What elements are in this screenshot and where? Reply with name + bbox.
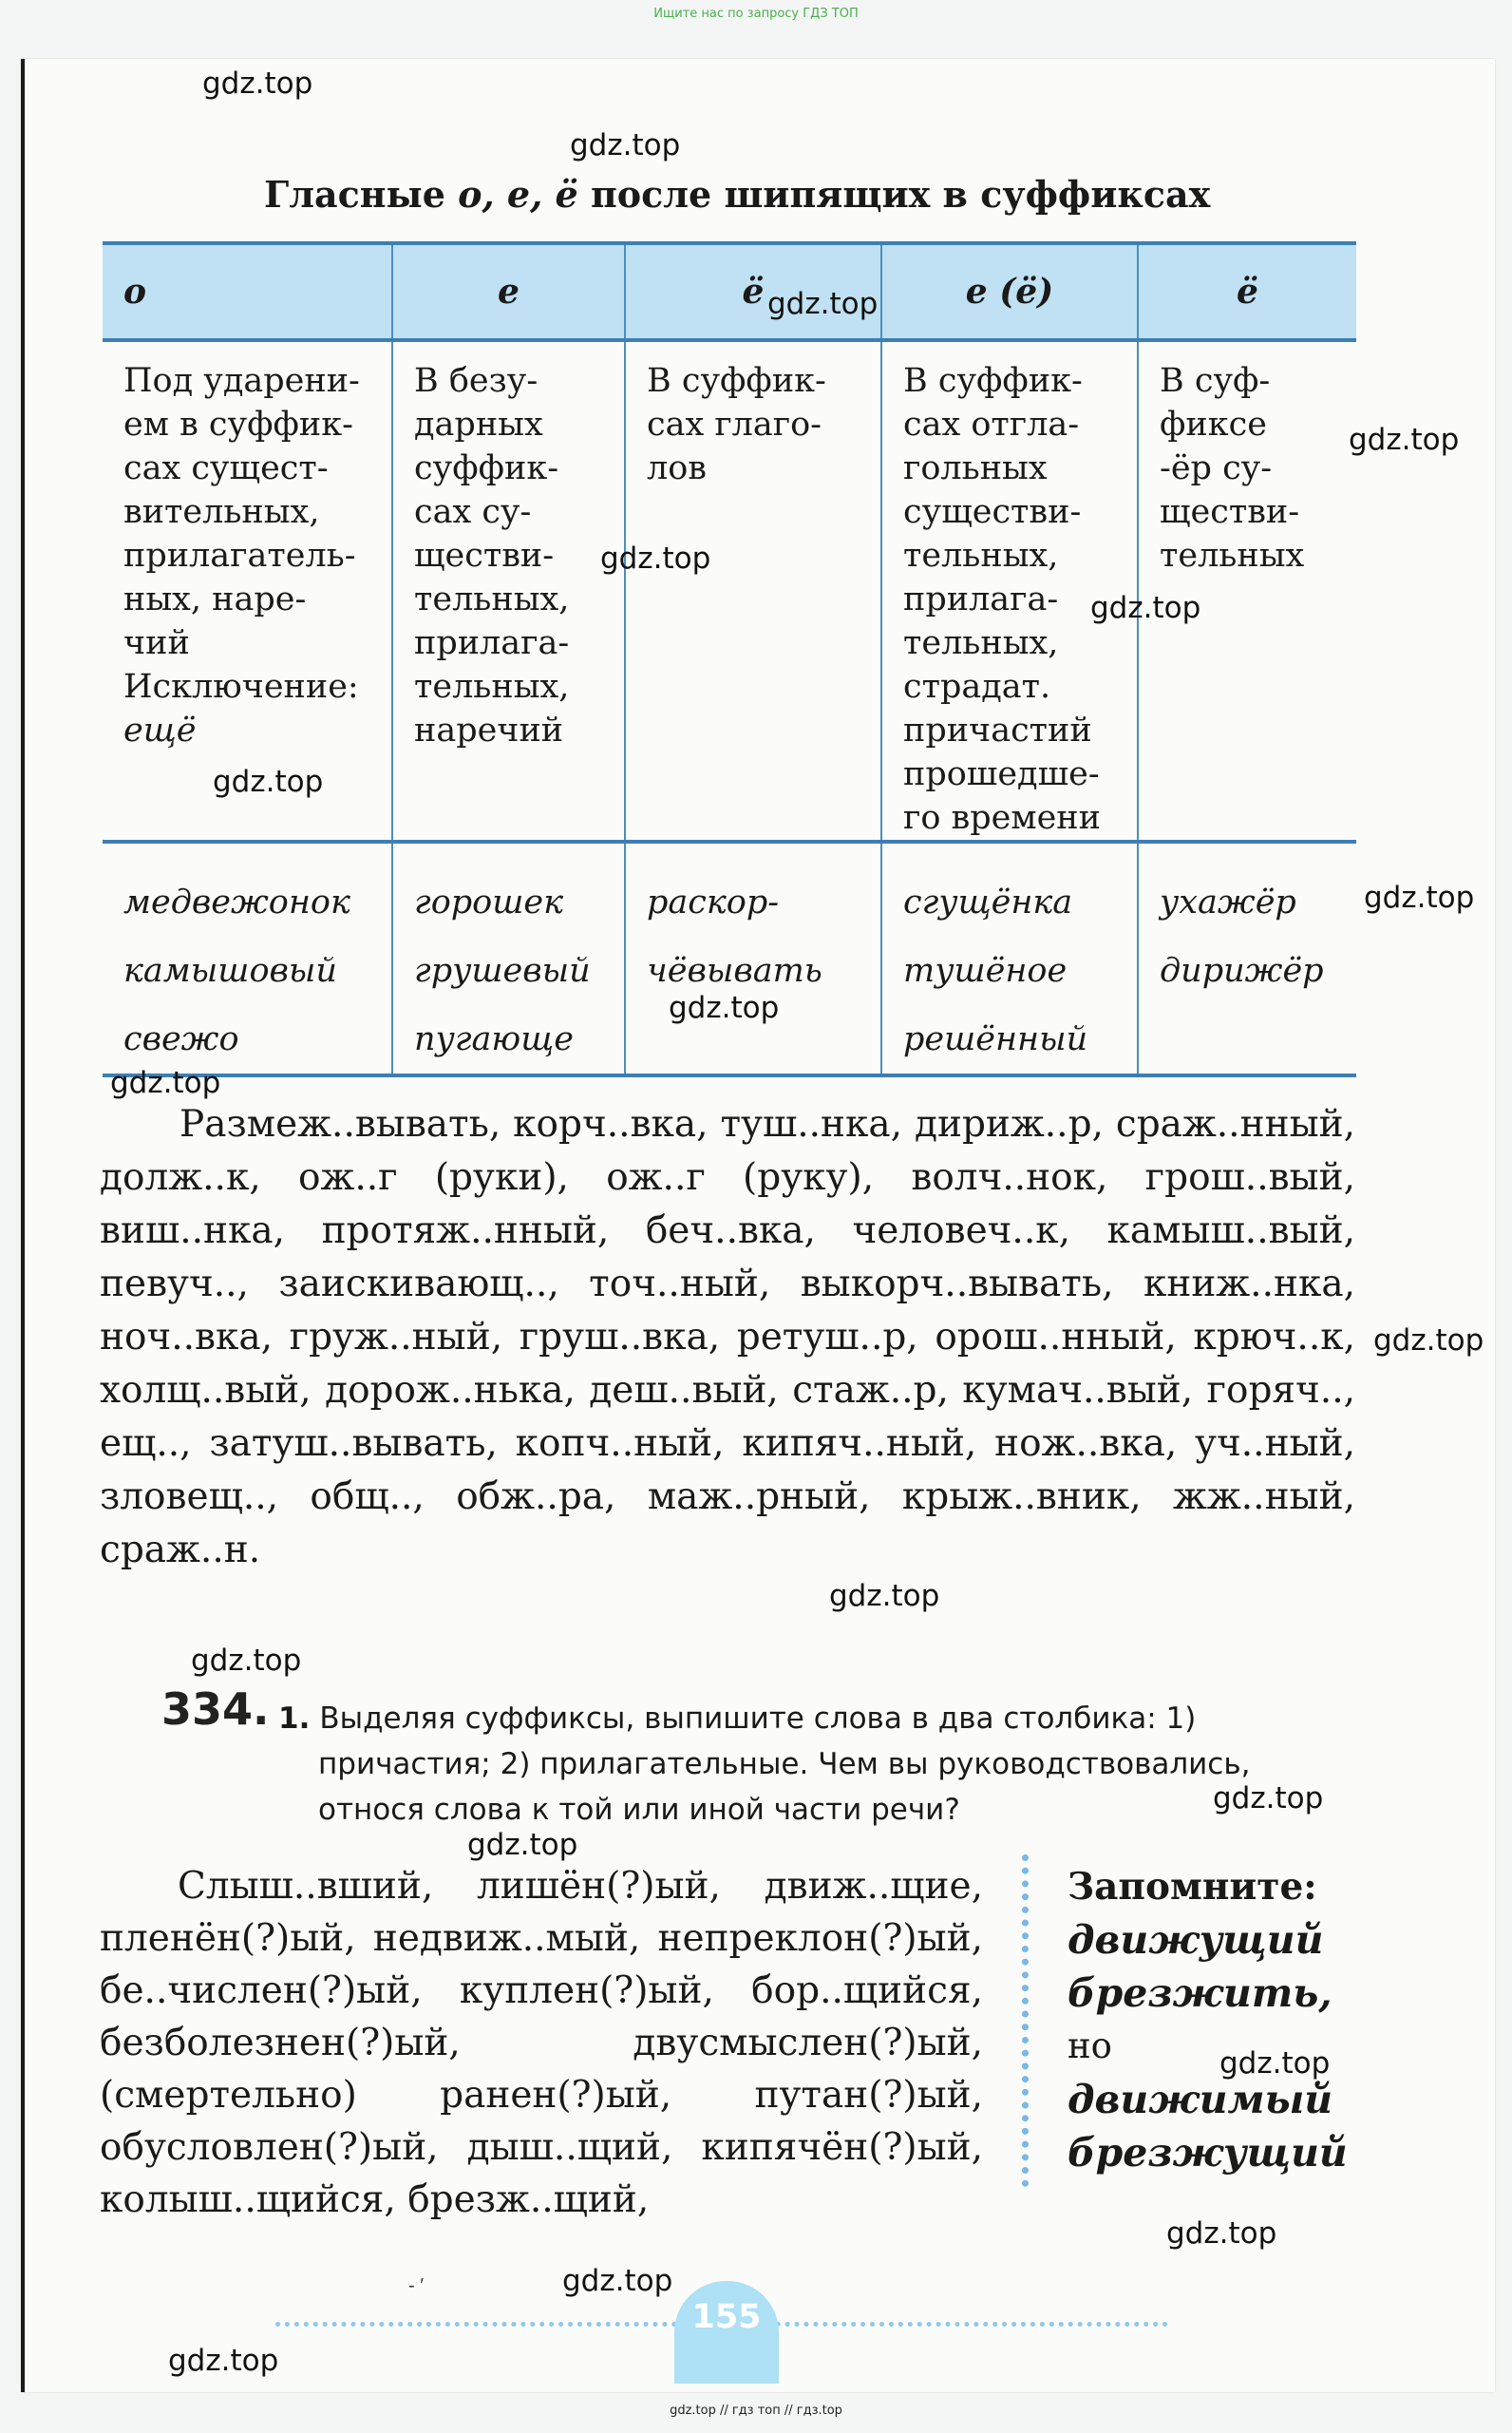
exception: Исключение: ещё xyxy=(123,668,359,750)
rule-line: прилага- xyxy=(903,580,1059,618)
examples-row xyxy=(103,842,1356,1075)
watermark: gdz.top xyxy=(1219,2046,1331,2081)
rule-line: гольных xyxy=(903,449,1048,487)
vowels-rules-table xyxy=(103,241,1356,1077)
rule-line: сах отгла- xyxy=(903,406,1080,444)
rule-line: существи- xyxy=(903,493,1082,531)
rule-line: В суффик- xyxy=(903,362,1083,400)
example-word: раскор- xyxy=(647,884,780,922)
rule-text xyxy=(414,359,613,752)
watermark: gdz.top xyxy=(110,1066,221,1100)
rule-line: ем в суффик- xyxy=(123,406,353,444)
table-title: Гласные о, е, ё после шипящих в суффиксах xyxy=(264,173,1211,216)
watermark: gdz.top xyxy=(600,542,711,576)
example-word: грушевый xyxy=(414,952,591,990)
watermark: gdz.top xyxy=(669,991,780,1025)
rule-line: ных, наре- xyxy=(123,580,307,618)
remember-box xyxy=(1068,1860,1348,2179)
example-words xyxy=(414,868,613,1074)
rule-cell xyxy=(392,340,625,842)
rule-line: Под ударени- xyxy=(123,362,360,400)
example-cell xyxy=(392,842,625,1075)
watermark: gdz.top xyxy=(562,2264,673,2298)
example-word: тушёное xyxy=(903,952,1068,990)
example-cell xyxy=(1138,842,1356,1075)
remember-word: движущий xyxy=(1068,1917,1324,1963)
watermark: gdz.top xyxy=(829,1579,940,1613)
remember-word: брезжущий xyxy=(1068,2130,1348,2176)
watermark: gdz.top xyxy=(1166,2216,1277,2251)
rule-line: страдат. xyxy=(903,668,1051,706)
example-word: горошек xyxy=(414,884,564,922)
exercise-334-text: Слыш..вший, лишён(?)ый, движ..щие, пленён(?)ый, недвиж..мый, непреклон(?)ый, бе..числен(?)ый, куплен(?)ый, бор..щийся, безболезнен(?)ый, двусмыслен(?)ый, (смертельно) ранен(?)ый, путан(?)ый, обусловлен(?)ый, дыш..щий, кипячён(?)ый, колыш..щийся, брезж..щий, xyxy=(100,1865,983,2221)
watermark: gdz.top xyxy=(1090,591,1201,625)
rule-line: наречий xyxy=(414,712,564,750)
top-banner: Ищите нас по запросу ГДЗ ТОП xyxy=(653,7,859,21)
example-cell xyxy=(103,842,392,1075)
header-cell: ё xyxy=(1138,243,1356,340)
exercise-333-text: Размеж..вывать, корч..вка, туш..нка, дириж..р, сраж..нный, долж..к, ож..г (руки), ож..г (руку), волч..нок, грош..вый, виш..нка, протяж..нный, беч..вка, человеч..к, камыш..вый, певуч.., заискивающ.., точ..ный, выкорч..вывать, книж..нка, ноч..вка, груж..ный, груш..вка, ретуш..р, орош..нный, крюч..к, холщ..вый, дорож..нька, деш..вый, стаж..р, кумач..вый, горяч.., ещ.., затуш..вывать, копч..ный, кипяч..ный, нож..вка, уч..ный, зловещ.., общ.., обж..ра, маж..рный, крыж..вник, жж..ный, сраж..н. xyxy=(100,1103,1355,1571)
rule-line: -ёр су- xyxy=(1160,449,1273,487)
example-cell xyxy=(625,842,881,1075)
watermark: gdz.top xyxy=(191,1644,302,1678)
header-cell: ё xyxy=(625,243,881,340)
dotted-divider xyxy=(1022,1854,1029,2187)
rule-cell xyxy=(625,340,881,842)
watermark: gdz.top xyxy=(213,765,324,799)
remember-heading: Запомните: xyxy=(1068,1865,1317,1909)
exercise-number: 334. xyxy=(161,1683,270,1735)
watermark: gdz.top xyxy=(1364,881,1475,915)
stray-mark: - ′ xyxy=(408,2275,424,2296)
example-word: решённый xyxy=(903,1020,1088,1058)
watermark: gdz.top xyxy=(1349,423,1460,457)
page-number: 155 xyxy=(674,2281,779,2384)
example-word: дирижёр xyxy=(1160,952,1324,990)
rule-line: суффик- xyxy=(414,449,559,487)
watermark: gdz.top xyxy=(202,67,313,101)
rule-line: дарных xyxy=(414,406,543,444)
remember-but: но xyxy=(1068,2025,1112,2066)
remember-word: движимый xyxy=(1068,2077,1333,2122)
footer-links: gdz.top // гдз топ // гдз.top xyxy=(670,2404,842,2418)
exercise-task: 1. Выделяя суффиксы, выпишите слова в два столбика: 1) причастия; 2) прилагательные. Чем вы руководствовались, относя слова к той или иной части речи? xyxy=(278,1701,1251,1827)
header-cell: е (ё) xyxy=(881,243,1138,340)
watermark: gdz.top xyxy=(570,128,681,162)
header-cell: о xyxy=(103,243,392,340)
example-words xyxy=(123,868,380,1074)
rule-line: прилагатель- xyxy=(123,537,356,575)
rule-line: В безу- xyxy=(414,362,539,400)
example-word: медвежонок xyxy=(123,884,350,922)
rule-line: ществи- xyxy=(414,537,555,575)
rule-text xyxy=(1160,359,1345,578)
rule-line: вительных, xyxy=(123,493,320,531)
rule-line: В суффик- xyxy=(647,362,826,400)
rule-text xyxy=(123,359,380,665)
watermark: gdz.top xyxy=(1373,1323,1484,1358)
table-header-row xyxy=(103,243,1356,340)
rule-line: лов xyxy=(647,449,708,487)
example-cell xyxy=(881,842,1138,1075)
example-word: сгущёнка xyxy=(903,884,1073,922)
rule-line: прилага- xyxy=(414,624,570,662)
watermark: gdz.top xyxy=(168,2344,279,2378)
example-words xyxy=(903,868,1125,1074)
rule-line: В суф- xyxy=(1160,362,1271,400)
rule-line: чий xyxy=(123,624,190,662)
rule-line: фиксе xyxy=(1160,406,1267,444)
example-word: камышовый xyxy=(123,952,337,990)
rule-line: прошедше- xyxy=(903,755,1100,793)
rule-line: причастий xyxy=(903,712,1092,750)
rule-line: сах глаго- xyxy=(647,406,822,444)
rule-line: ществи- xyxy=(1160,493,1300,531)
rule-line: тельных, xyxy=(903,624,1059,662)
watermark: gdz.top xyxy=(467,1828,578,1862)
rule-line: сах су- xyxy=(414,493,532,531)
rule-line: тельных, xyxy=(414,668,570,706)
rule-line: тельных, xyxy=(903,537,1059,575)
example-word: пугающе xyxy=(414,1020,574,1058)
header-cell: е xyxy=(392,243,625,340)
example-word: свежо xyxy=(123,1020,239,1058)
remember-word: брезжить, xyxy=(1068,1970,1332,2016)
rule-line: го времени xyxy=(903,799,1101,837)
rule-line: сах сущест- xyxy=(123,449,329,487)
watermark: gdz.top xyxy=(767,287,879,321)
example-word: чёвывать xyxy=(647,952,822,990)
example-words xyxy=(647,868,869,1005)
example-words xyxy=(1160,868,1345,1005)
rule-line: тельных xyxy=(1160,537,1305,575)
watermark: gdz.top xyxy=(1213,1781,1324,1815)
rule-text xyxy=(647,359,869,490)
rule-line: тельных, xyxy=(414,580,570,618)
example-word: ухажёр xyxy=(1160,884,1296,922)
